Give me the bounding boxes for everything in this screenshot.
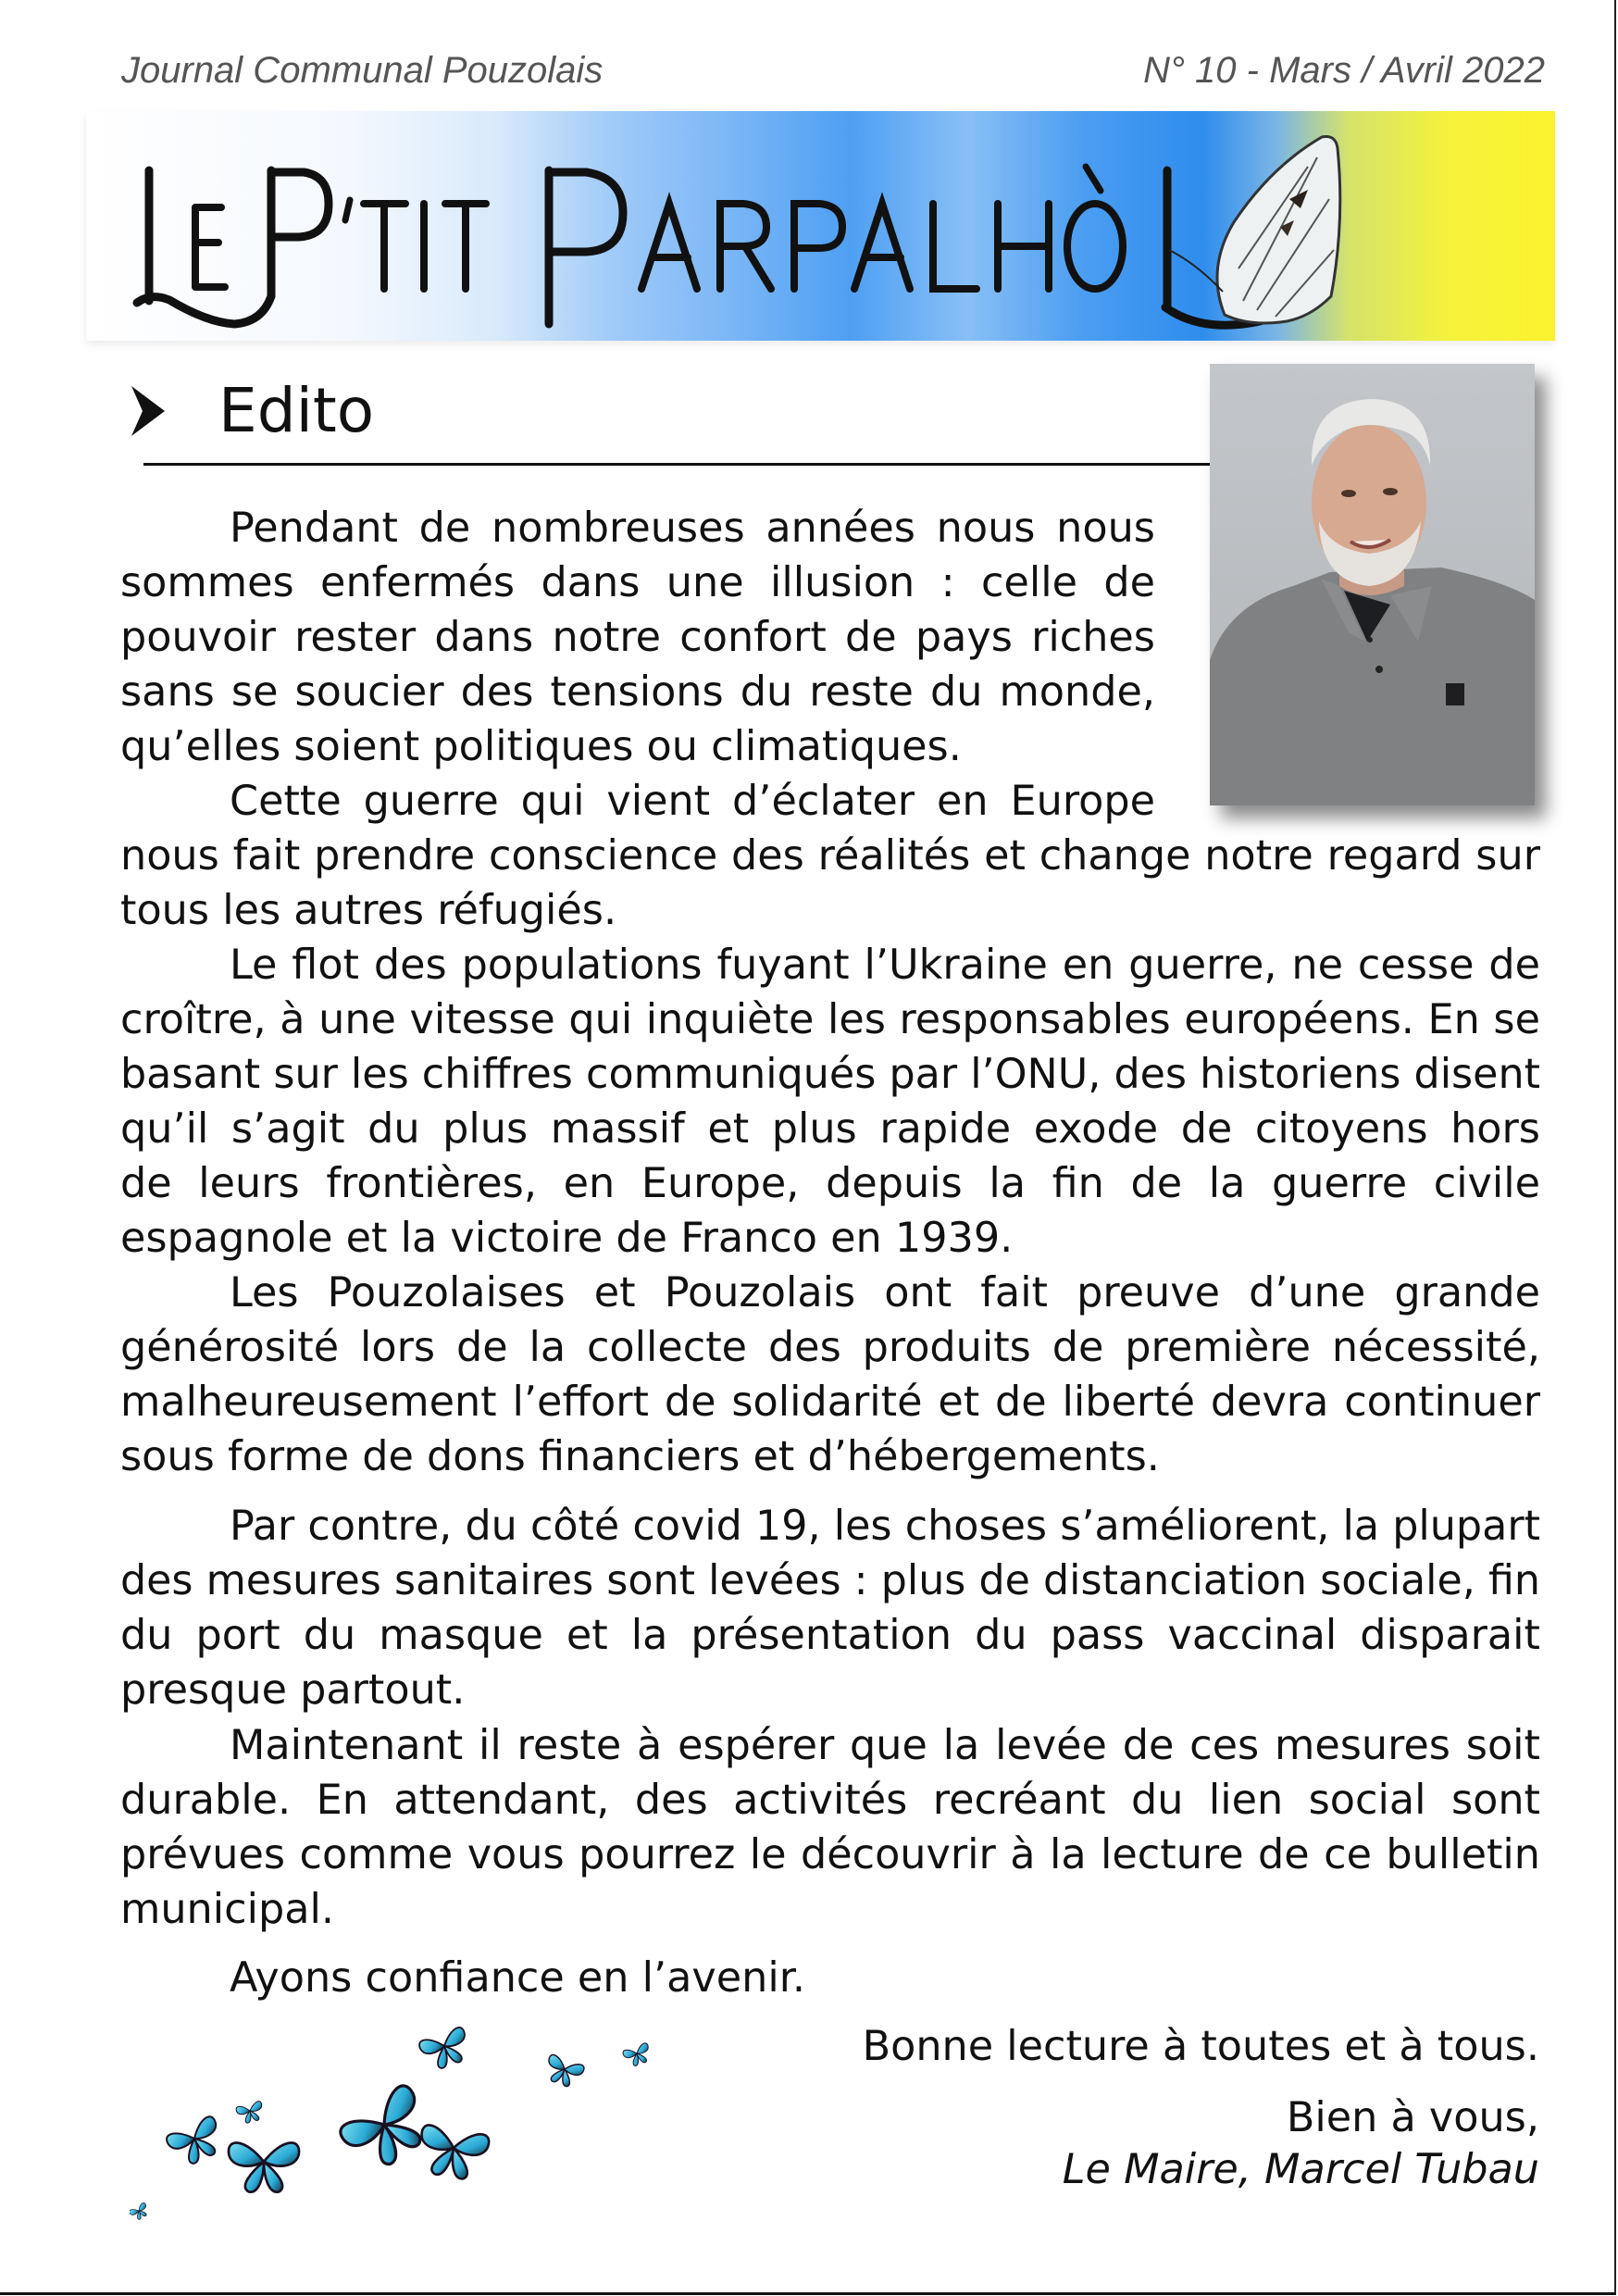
text-line: Le flot des populations fuyant l’Ukraine en guerre, ne cesse de: [230, 942, 1540, 989]
text-line: Cette guerre qui vient d’éclater en Europe: [230, 778, 1155, 825]
paragraph-2a: [120, 774, 1155, 829]
chevron-right-icon: [130, 384, 167, 438]
butterfly-icon: [542, 2053, 585, 2090]
butterfly-icon: [418, 2026, 474, 2073]
text-line: Par contre, du côté covid 19, les choses s’améliorent, la plupart: [230, 1503, 1540, 1550]
text-line: du port du masque et la présentation du pass vaccinal disparait: [120, 1612, 1540, 1659]
masthead-banner: [86, 111, 1555, 341]
text-line: basant sur les chiffres communiqués par l’ONU, des historiens disent: [120, 1051, 1540, 1098]
text-line: prévues comme vous pourrez le découvrir à la lecture de ce bulletin: [120, 1831, 1540, 1878]
butterfly-icon: [235, 2101, 265, 2125]
text-line: générosité lors de la collecte des produits de première nécessité,: [120, 1324, 1540, 1371]
text-line: sans se soucier des tensions du reste du monde,: [120, 668, 1155, 716]
closing-salutation: Bien à vous,: [1286, 2094, 1539, 2141]
butterfly-icon: [622, 2042, 653, 2068]
portrait-image: [1210, 364, 1535, 805]
text-line: presque partout.: [120, 1666, 466, 1714]
text-line: pouvoir rester dans notre confort de pays riches: [120, 614, 1155, 661]
text-line: Pendant de nombreuses années nous nous: [230, 505, 1155, 552]
butterfly-icon: [415, 2124, 490, 2182]
text-line: durable. En attendant, des activités recréant du lien social sont: [120, 1777, 1540, 1824]
text-line: tous les autres réfugiés.: [120, 887, 617, 934]
text-line: de leurs frontières, en Europe, depuis la fin de la guerre civile: [120, 1160, 1540, 1207]
butterfly-icon: [130, 2202, 151, 2222]
text-line: Les Pouzolaises et Pouzolais ont fait preuve d’une grande: [230, 1269, 1540, 1316]
paragraph-2b: [120, 829, 1540, 938]
butterflies-decoration: [130, 2009, 685, 2231]
journal-name: Journal Communal Pouzolais: [121, 50, 604, 91]
text-line: des mesures sanitaires sont levées : plus de distanciation sociale, fin: [120, 1557, 1540, 1604]
butterfly-icon: [165, 2115, 228, 2170]
issue-number: N° 10 - Mars / Avril 2022: [1143, 50, 1545, 91]
paragraph-4: [120, 1266, 1540, 1484]
text-line: espagnole et la victoire de Franco en 1939.: [120, 1215, 1014, 1262]
paragraph-5: [120, 1499, 1540, 1717]
portrait-photo: [1210, 364, 1535, 805]
text-line: Ayons confiance en l’avenir.: [230, 1954, 806, 2002]
section-rule: [143, 463, 1210, 466]
text-line: municipal.: [120, 1886, 334, 1933]
paragraph-6: [120, 1718, 1540, 1937]
paragraph-3: [120, 938, 1540, 1266]
text-line: qu’il s’agit du plus massif et plus rapide exode de citoyens hors: [120, 1105, 1540, 1153]
section-title: Edito: [218, 375, 375, 446]
text-line: qu’elles soient politiques ou climatiques.: [120, 723, 962, 770]
text-line: sommes enfermés dans une illusion : celle de: [120, 559, 1155, 606]
masthead-logo: [86, 111, 1555, 341]
closing-greeting: Bonne lecture à toutes et à tous.: [862, 2023, 1539, 2070]
section-heading: [130, 375, 374, 446]
paragraph-1: [120, 501, 1155, 774]
text-line: croître, à une vitesse qui inquiète les responsables européens. En se: [120, 996, 1540, 1043]
butterfly-icon: [229, 2142, 299, 2191]
text-line: nous fait prendre conscience des réalités et change notre regard sur: [120, 832, 1540, 880]
text-line: sous forme de dons financiers et d’hébergements.: [120, 1433, 1160, 1480]
text-line: Maintenant il reste à espérer que la levée de ces mesures soit: [230, 1722, 1540, 1769]
signature: Le Maire, Marcel Tubau: [1062, 2146, 1539, 2193]
paragraph-7: [120, 1951, 1540, 2005]
text-line: malheureusement l’effort de solidarité et de liberté devra continuer: [120, 1379, 1540, 1426]
